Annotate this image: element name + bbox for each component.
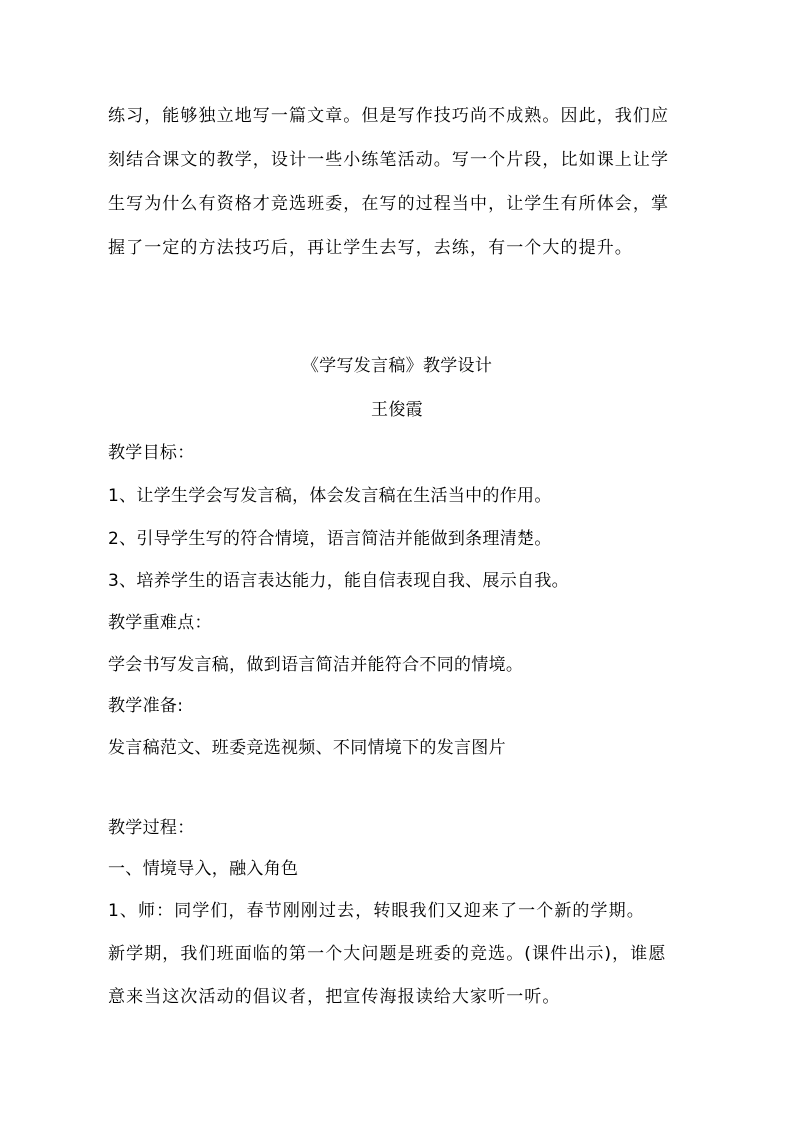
intro-paragraph-line: 生写为什么有资格才竞选班委，在写的过程当中，让学生有所体会，掌 xyxy=(108,194,670,214)
intro-paragraph-line: 刻结合课文的教学，设计一些小练笔活动。写一个片段，比如课上让学 xyxy=(108,150,670,170)
document-author: 王俊霞 xyxy=(371,400,423,420)
goal-item: 2、引导学生写的符合情境，语言简洁并能做到条理清楚。 xyxy=(108,529,552,549)
section-paragraph-line: 意来当这次活动的倡议者，把宣传海报读给大家听一听。 xyxy=(108,987,561,1007)
intro-paragraph-line: 握了一定的方法技巧后，再让学生去写，去练，有一个大的提升。 xyxy=(108,238,633,258)
process-heading: 教学过程： xyxy=(108,818,195,838)
key-points-text: 学会书写发言稿，做到语言简洁并能符合不同的情境。 xyxy=(108,655,524,675)
intro-paragraph-line: 练习，能够独立地写一篇文章。但是写作技巧尚不成熟。因此，我们应 xyxy=(108,106,670,126)
section-paragraph-line: 1、师：同学们，春节刚刚过去，转眼我们又迎来了一个新的学期。 xyxy=(108,901,645,921)
key-points-heading: 教学重难点： xyxy=(108,613,212,633)
preparation-text: 发言稿范文、班委竞选视频、不同情境下的发言图片 xyxy=(108,738,506,758)
section-paragraph-line: 新学期，我们班面临的第一个大问题是班委的竞选。(课件出示)，谁愿 xyxy=(108,944,667,964)
goal-item: 3、培养学生的语言表达能力，能自信表现自我、展示自我。 xyxy=(108,571,569,591)
section-heading: 一、情境导入，融入角色 xyxy=(108,859,299,879)
goal-item: 1、让学生学会写发言稿，体会发言稿在生活当中的作用。 xyxy=(108,486,552,506)
document-title: 《学写发言稿》教学设计 xyxy=(301,356,493,376)
goals-heading: 教学目标： xyxy=(108,443,195,463)
preparation-heading: 教学准备: xyxy=(108,696,184,716)
